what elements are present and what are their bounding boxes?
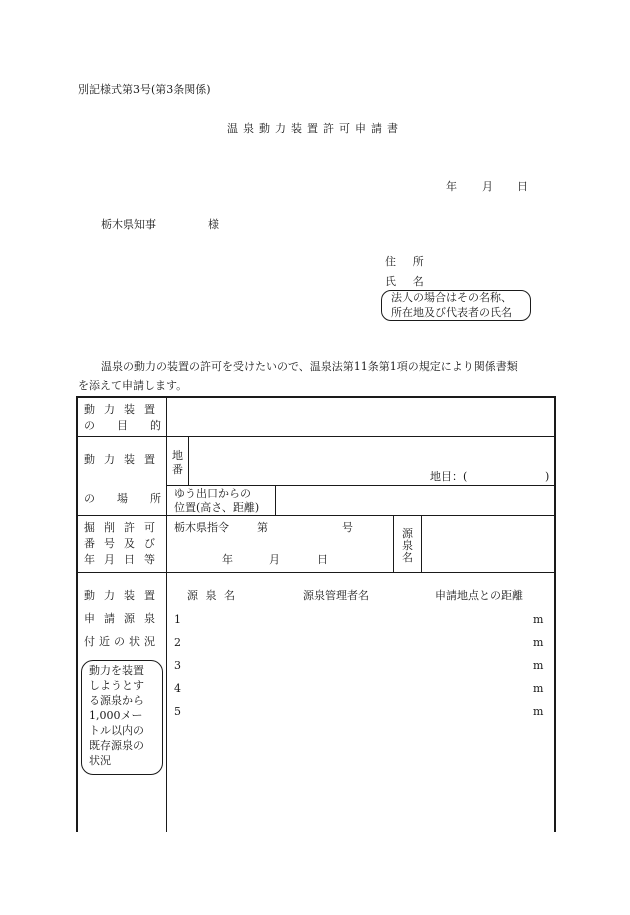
row-number: 1 bbox=[174, 613, 181, 626]
corp-note-line2: 所在地及び代表者の氏名 bbox=[391, 306, 512, 319]
date-day: 日 bbox=[517, 180, 528, 193]
nearby-note-line: る源泉から bbox=[89, 694, 144, 707]
nearby-note-line: 1,000メー bbox=[89, 709, 143, 722]
purpose-label-1: 動力装置 bbox=[84, 403, 164, 416]
date-year: 年 bbox=[446, 180, 457, 193]
source-name-label-2: 泉 bbox=[402, 539, 413, 552]
col-manager: 源泉管理者名 bbox=[303, 589, 369, 602]
permit-prefix: 栃木県指令 bbox=[174, 521, 229, 534]
nearby-label-2: 申請源泉 bbox=[84, 612, 164, 625]
permit-dai: 第 bbox=[257, 521, 268, 534]
permit-year: 年 bbox=[222, 553, 233, 566]
nearby-note-line: 既存源泉の bbox=[89, 739, 144, 752]
body-text-line2: を添えて申請します。 bbox=[78, 379, 188, 392]
row-unit: m bbox=[533, 636, 544, 649]
date-month: 月 bbox=[482, 180, 493, 193]
source-name-field[interactable] bbox=[426, 520, 552, 568]
form-number: 別記様式第3号(第3条関係) bbox=[78, 83, 211, 96]
position-label-1: ゆう出口からの bbox=[174, 487, 251, 500]
row-number: 4 bbox=[174, 682, 181, 695]
permit-label-1: 掘削許可 bbox=[84, 521, 164, 534]
col-source-name: 源 泉 名 bbox=[187, 589, 237, 602]
position-label-2: 位置(高さ、距離) bbox=[174, 501, 260, 514]
permit-day: 日 bbox=[317, 553, 328, 566]
lot-number-field[interactable] bbox=[192, 440, 552, 468]
position-field[interactable] bbox=[280, 489, 552, 513]
permit-go: 号 bbox=[342, 521, 353, 534]
place-label-1: 動力装置 bbox=[84, 453, 164, 466]
corp-note-line1: 法人の場合はその名称、 bbox=[391, 291, 512, 304]
nearby-note-line: トル以内の bbox=[89, 724, 144, 737]
lot-label-2: 番 bbox=[172, 463, 183, 476]
purpose-field[interactable] bbox=[170, 400, 550, 432]
row-unit: m bbox=[533, 705, 544, 718]
land-category-close: ) bbox=[545, 470, 550, 483]
addressee-honorific: 様 bbox=[208, 218, 219, 231]
body-text-line1: 温泉の動力の装置の許可を受けたいので、温泉法第11条第1項の規定により関係書類 bbox=[101, 360, 518, 373]
permit-label-3: 年月日等 bbox=[84, 553, 164, 566]
nearby-note-line: しようとす bbox=[89, 679, 144, 692]
row-number: 3 bbox=[174, 659, 181, 672]
applicant-address-label: 住 所 bbox=[385, 255, 431, 268]
permit-label-2: 番号及び bbox=[84, 537, 164, 550]
nearby-label-3: 付近の状況 bbox=[84, 635, 159, 648]
nearby-label-1: 動力装置 bbox=[84, 589, 164, 602]
row-unit: m bbox=[533, 659, 544, 672]
row-unit: m bbox=[533, 613, 544, 626]
place-label-2: の場所 bbox=[84, 492, 183, 505]
source-name-label-3: 名 bbox=[402, 551, 413, 564]
land-category-label: 地目：( bbox=[430, 470, 468, 483]
nearby-note-line: 状況 bbox=[89, 754, 111, 767]
row-number: 5 bbox=[174, 705, 181, 718]
permit-month: 月 bbox=[269, 553, 280, 566]
col-distance: 申請地点との距離 bbox=[435, 589, 523, 602]
row-number: 2 bbox=[174, 636, 181, 649]
addressee-name: 栃木県知事 bbox=[101, 218, 156, 231]
lot-label-1: 地 bbox=[172, 449, 183, 462]
purpose-label-2: の目的 bbox=[84, 419, 183, 432]
nearby-note-line: 動力を装置 bbox=[89, 664, 144, 677]
source-name-label-1: 源 bbox=[402, 527, 413, 540]
row-unit: m bbox=[533, 682, 544, 695]
form-title: 温泉動力装置許可申請書 bbox=[227, 122, 403, 135]
applicant-name-label: 氏 名 bbox=[385, 275, 431, 288]
